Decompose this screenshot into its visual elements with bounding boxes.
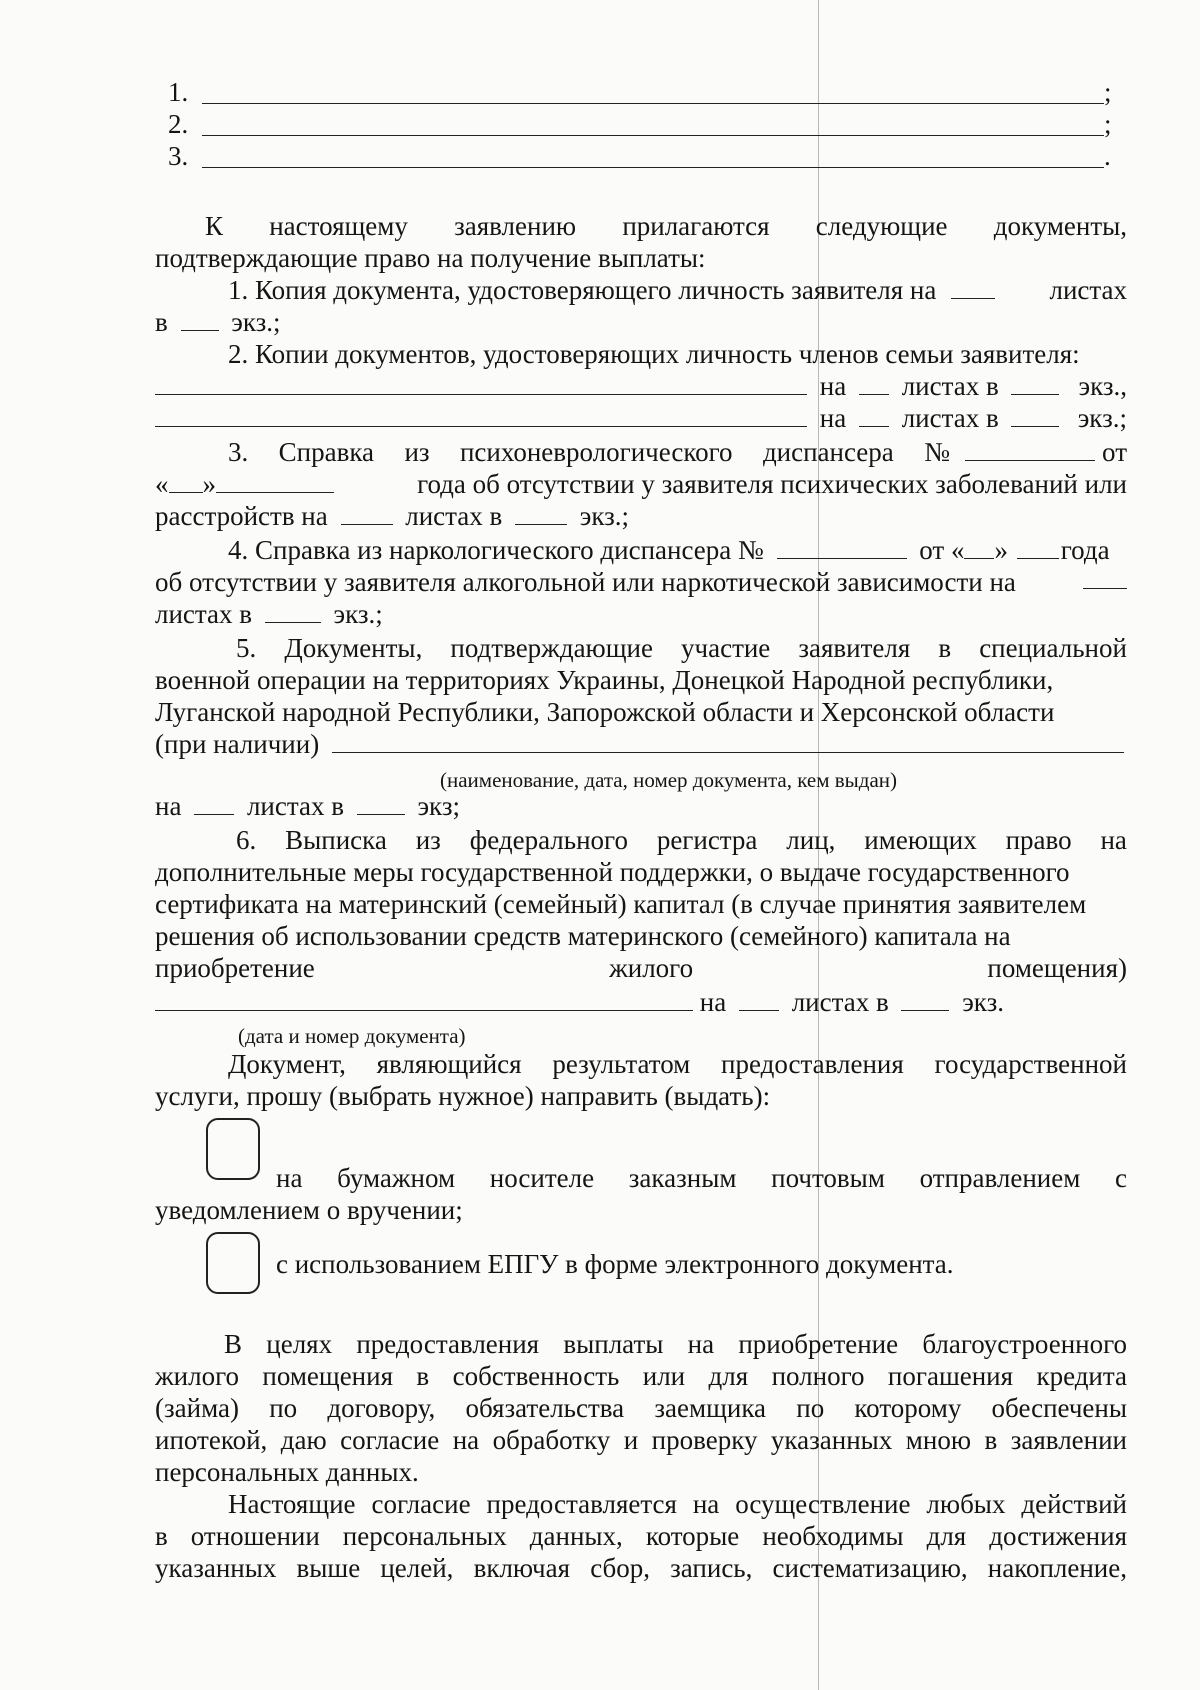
item6-copies-field[interactable] xyxy=(901,988,949,1011)
item5-document-field[interactable] xyxy=(332,730,1124,753)
item6-line-4: решения об использовании средств материнского (семейного) капитала на xyxy=(155,921,1011,951)
item6-line-1: 6. Выписка из федерального регистра лиц, имеющих право на xyxy=(236,825,1127,855)
item4-day-field[interactable] xyxy=(964,536,994,559)
item6-line-6: на листах в экз. xyxy=(155,986,1127,1018)
epgu-option-checkbox[interactable] xyxy=(206,1232,260,1294)
result-line-2: услуги, прошу (выбрать нужное) направить (выдать): xyxy=(155,1081,771,1111)
item4-number-field[interactable] xyxy=(777,536,907,559)
item1-line-2: в экз.; xyxy=(155,307,281,337)
intro-line-1: К настоящему заявлению прилагаются следующие документы, xyxy=(205,211,1128,241)
item5-line-1: 5. Документы, подтверждающие участие заявителя в специальной xyxy=(236,633,1127,663)
item4-line-3: листах в экз.; xyxy=(155,599,383,629)
item2-copies-field-1[interactable] xyxy=(1011,372,1059,395)
item3-sheets-field[interactable] xyxy=(341,502,393,525)
item4-sheets-field[interactable] xyxy=(1083,566,1127,589)
item6-line-2: дополнительные меры государственной поддержки, о выдаче государственного xyxy=(155,857,1070,887)
paper-option-checkbox[interactable] xyxy=(206,1118,260,1180)
item1-line-1: 1. Копия документа, удостоверяющего личность заявителя на листах xyxy=(228,275,1127,305)
result-line-1: Документ, являющийся результатом предоставления государственной xyxy=(228,1049,1127,1079)
item5-line-2: военной операции на территориях Украины, Донецкой Народной республики, xyxy=(155,665,1054,695)
item2-line-1: 2. Копии документов, удостоверяющих личность членов семьи заявителя: xyxy=(228,339,1080,369)
item4-line-1: 4. Справка из наркологического диспансера № от « » года xyxy=(228,535,1110,565)
item5-copies-field[interactable] xyxy=(357,792,405,815)
blank-line-end: . xyxy=(1104,141,1111,171)
item6-caption: (дата и номер документа) xyxy=(238,1024,466,1048)
item3-number-field[interactable] xyxy=(965,438,1095,461)
item6-sheets-field[interactable] xyxy=(739,988,779,1011)
item3-line-2: « » года об отсутствии у заявителя психических заболеваний или xyxy=(155,469,1127,499)
item2-row-2: на листах в экз.; xyxy=(155,402,1127,434)
item3-day-field[interactable] xyxy=(169,470,203,493)
item5-caption: (наименование, дата, номер документа, кем выдан) xyxy=(440,768,898,792)
consent-p1-line-2: жилого помещения в собственность или для полного погашения кредита xyxy=(155,1361,1127,1391)
item6-document-field[interactable] xyxy=(155,988,693,1011)
blank-line-end: ; xyxy=(1104,109,1112,139)
blank-line[interactable] xyxy=(202,103,1104,104)
consent-p2-line-1: Настоящие согласие предоставляется на осуществление любых действий xyxy=(228,1489,1127,1519)
item6-line-5: приобретение жилого помещения) xyxy=(155,953,1127,983)
consent-p1-line-3: (займа) по договору, обязательства заемщика по которому обеспечены xyxy=(155,1393,1127,1423)
item4-year-field[interactable] xyxy=(1017,536,1059,559)
item5-line-4: (при наличии) xyxy=(155,728,1127,760)
item4-copies-field[interactable] xyxy=(265,600,321,623)
item2-row-1: на листах в экз., xyxy=(155,370,1127,402)
item5-sheets-field[interactable] xyxy=(194,792,234,815)
item3-copies-field[interactable] xyxy=(515,502,567,525)
item2-sheets-field-2[interactable] xyxy=(859,404,889,427)
item2-member-doc-field-2[interactable] xyxy=(155,404,807,427)
item1-copies-field[interactable] xyxy=(181,308,219,331)
item3-line-1: 3. Справка из психоневрологического диспансера № от xyxy=(228,437,1127,467)
blank-line-number: 3. xyxy=(168,141,189,171)
item2-copies-field-2[interactable] xyxy=(1011,404,1059,427)
blank-line-number: 1. xyxy=(168,77,189,107)
item2-member-doc-field-1[interactable] xyxy=(155,372,807,395)
intro-line-2: подтверждающие право на получение выплаты: xyxy=(155,243,706,273)
blank-line[interactable] xyxy=(202,167,1104,168)
item4-line-2: об отсутствии у заявителя алкогольной или наркотической зависимости на xyxy=(155,566,1127,598)
item3-month-field[interactable] xyxy=(216,470,334,493)
consent-p2-line-2: в отношении персональных данных, которые необходимы для достижения xyxy=(155,1521,1127,1551)
consent-p1-line-1: В целях предоставления выплаты на приобретение благоустроенного xyxy=(224,1329,1127,1359)
item6-line-3: сертификата на материнский (семейный) капитал (в случае принятия заявителем xyxy=(155,889,1087,919)
item5-line-3: Луганской народной Республики, Запорожской области и Херсонской области xyxy=(155,697,1055,727)
item3-line-3: расстройств на листах в экз.; xyxy=(155,501,630,531)
paper-option-line-2: уведомлением о вручении; xyxy=(155,1195,463,1225)
consent-p1-line-4: ипотекой, даю согласие на обработку и проверку указанных мною в заявлении xyxy=(155,1425,1127,1455)
blank-line-number: 2. xyxy=(168,109,189,139)
item1-sheets-field[interactable] xyxy=(951,276,995,299)
blank-line[interactable] xyxy=(202,135,1104,136)
epgu-option-label: с использованием ЕПГУ в форме электронного документа. xyxy=(276,1249,954,1279)
consent-p2-line-3: указанных выше целей, включая сбор, запись, систематизацию, накопление, xyxy=(155,1553,1127,1583)
item2-sheets-field-1[interactable] xyxy=(859,372,889,395)
blank-line-end: ; xyxy=(1104,77,1112,107)
item5-line-5: на листах в экз; xyxy=(155,791,460,821)
consent-p1-line-5: персональных данных. xyxy=(155,1457,419,1487)
paper-option-line-1: на бумажном носителе заказным почтовым отправлением с xyxy=(276,1163,1127,1193)
